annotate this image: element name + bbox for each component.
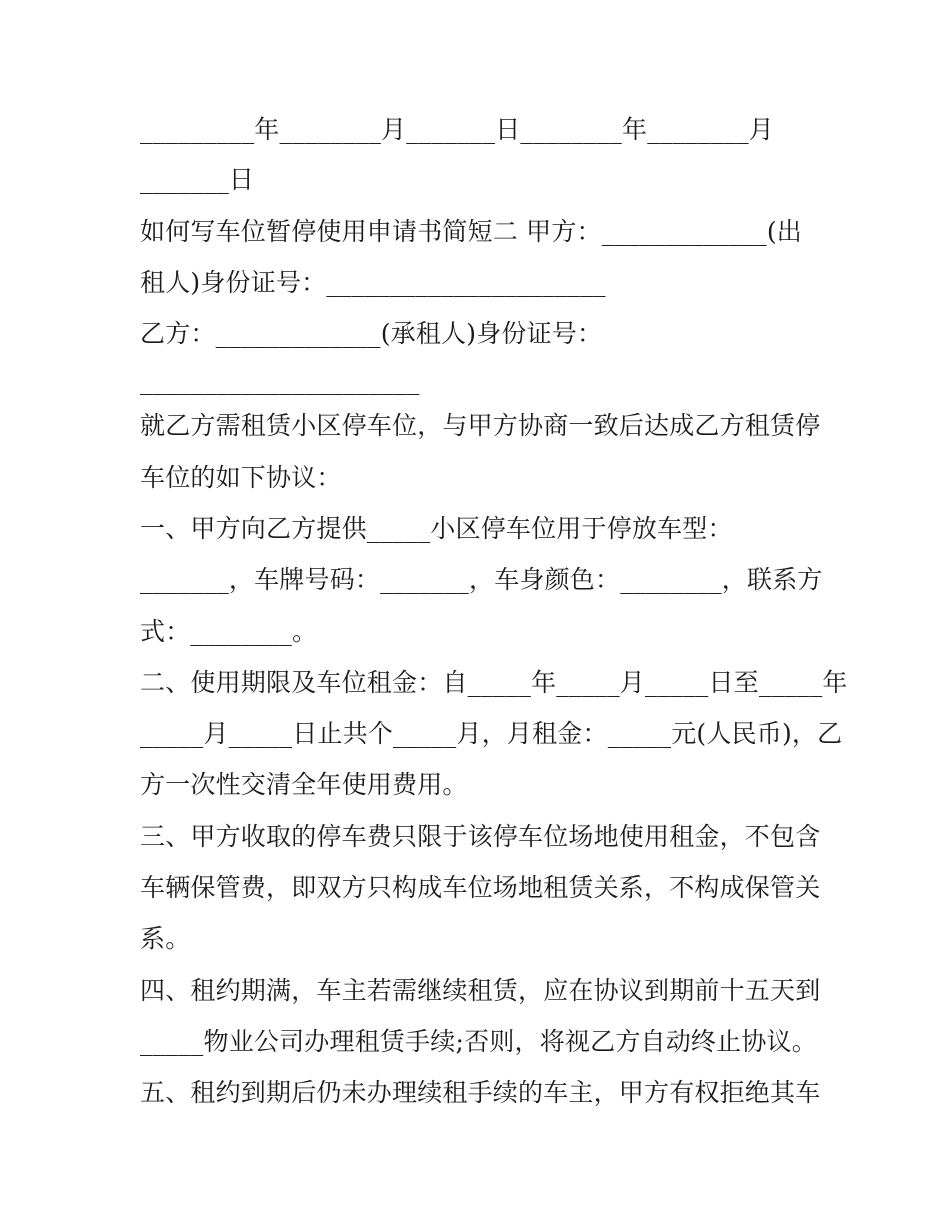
preamble-paragraph-line: 车位的如下协议：	[140, 463, 342, 492]
clause-4-line: _____物业公司办理租赁手续;否则，将视乙方自动终止协议。	[140, 1027, 817, 1056]
clause-3-line: 三、甲方收取的停车费只限于该停车位场地使用租金，不包含	[140, 822, 821, 851]
clause-1-line: _______，车牌号码：_______，车身颜色：________，联系方	[140, 565, 823, 594]
clause-2-line: 二、使用期限及车位租金：自_____年_____月_____日至_____年	[140, 668, 848, 697]
clause-2-line: 方一次性交清全年使用费用。	[140, 770, 468, 799]
clause-2-line: _____月_____日止共个_____月，月租金：_____元(人民币)，乙	[140, 719, 843, 748]
date-range-line: _________年________月_______日________年________月	[140, 115, 775, 144]
party-b-line: 乙方：_____________(承租人)身份证号：	[140, 319, 603, 348]
party-a-id-line: 租人)身份证号：______________________	[140, 268, 606, 297]
clause-4-line: 四、租约期满，车主若需继续租赁，应在协议到期前十五天到	[140, 976, 821, 1005]
clause-5-line: 五、租约到期后仍未办理续租手续的车主，甲方有权拒绝其车	[140, 1078, 821, 1107]
clause-1-line: 一、甲方向乙方提供_____小区停车位用于停放车型：	[140, 514, 733, 543]
party-b-id-blank: ______________________	[140, 366, 420, 395]
date-range-line-end: _______日	[140, 165, 255, 194]
clause-1-line: 式：________。	[140, 617, 318, 646]
clause-3-line: 系。	[140, 924, 191, 953]
preamble-paragraph-line: 就乙方需租赁小区停车位，与甲方协商一致后达成乙方租赁停	[140, 411, 821, 440]
clause-3-line: 车辆保管费，即双方只构成车位场地租赁关系，不构成保管关	[140, 873, 821, 902]
party-a-line: 如何写车位暂停使用申请书简短二 甲方：_____________(出	[140, 217, 803, 246]
